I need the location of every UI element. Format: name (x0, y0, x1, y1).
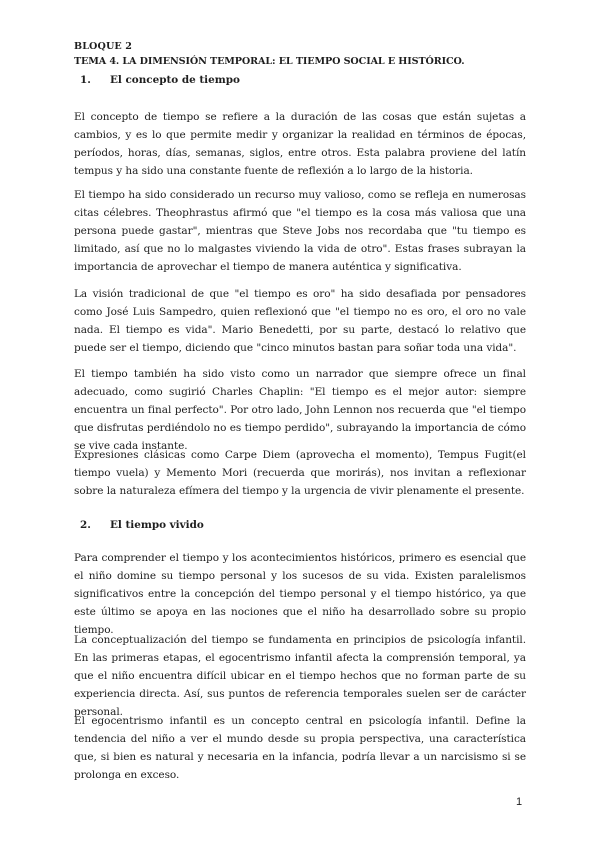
paragraph: El concepto de tiempo se refiere a la duración de las cosas que están sujetas a cambios, y es lo que permite medir y organizar la realidad en términos de épocas, períodos, horas, días, semanas, siglos, entre otros. Esta palabra proviene del latín tempus y ha sido una constante fuente de reflexión a lo largo de la historia. (74, 111, 526, 177)
paragraph: El tiempo ha sido considerado un recurso muy valioso, como se refleja en numerosas citas célebres. Theophrastus afirmó que "el tiempo es la cosa más valiosa que una persona puede gastar", mientras que Steve Jobs nos recordaba que "tu tiempo es limitado, así que no lo malgastes viviendo la vida de otro". Estas frases subrayan la importancia de aprovechar el tiempo de manera auténtica y significativa. (74, 189, 526, 273)
topic-title: TEMA 4. LA DIMENSIÓN TEMPORAL: EL TIEMPO SOCIAL E HISTÓRICO. (74, 56, 465, 67)
paragraph: La conceptualización del tiempo se fundamenta en principios de psicología infantil. En las primeras etapas, el egocentrismo infantil afecta la comprensión temporal, ya que el niño encuentra difícil ubicar en el tiempo hechos que no forman parte de su experiencia directa. Así, sus puntos de referencia temporales suelen ser de carácter personal. (74, 634, 526, 718)
paragraph: El tiempo también ha sido visto como un narrador que siempre ofrece un final adecuado, como sugirió Charles Chaplin: "El tiempo es el mejor autor: siempre encuentra un final perfecto". Por otro lado, John Lennon nos recuerda que "el tiempo que disfrutas perdiéndolo no es tiempo perdido", subrayando la importancia de cómo se vive cada instante. (74, 368, 526, 452)
section-number: 2. (80, 519, 91, 531)
section-heading-2 (80, 519, 204, 531)
section-title: El concepto de tiempo (110, 74, 240, 86)
paragraph: La visión tradicional de que "el tiempo es oro" ha sido desafiada por pensadores como José Luis Sampedro, quien reflexionó que "el tiempo no es oro, el oro no vale nada. El tiempo es vida". Mario Benedetti, por su parte, destacó lo relativo que puede ser el tiempo, diciendo que "cinco minutos bastan para soñar toda una vida". (74, 288, 526, 354)
paragraph: El egocentrismo infantil es un concepto central en psicología infantil. Define la tendencia del niño a ver el mundo desde su propia perspectiva, una característica que, si bien es natural y necesaria en la infancia, podría llevar a un narcisismo si se prolonga en exceso. (74, 715, 526, 781)
paragraph: Expresiones clásicas como Carpe Diem (aprovecha el momento), Tempus Fugit(el tiempo vuela) y Memento Mori (recuerda que morirás), nos invitan a reflexionar sobre la naturaleza efímera del tiempo y la urgencia de vivir plenamente el presente. (74, 449, 526, 497)
paragraph: Para comprender el tiempo y los acontecimientos históricos, primero es esencial que el niño domine su tiempo personal y los sucesos de su vida. Existen paralelismos significativos entre la concepción del tiempo personal y el tiempo histórico, ya que este último se apoya en las nociones que el niño ha desarrollado sobre su propio tiempo. (74, 552, 526, 636)
section-title: El tiempo vivido (110, 519, 204, 531)
block-label: BLOQUE 2 (74, 41, 133, 52)
section-number: 1. (80, 74, 91, 86)
page-number: 1 (516, 796, 523, 808)
section-heading-1 (80, 74, 240, 86)
